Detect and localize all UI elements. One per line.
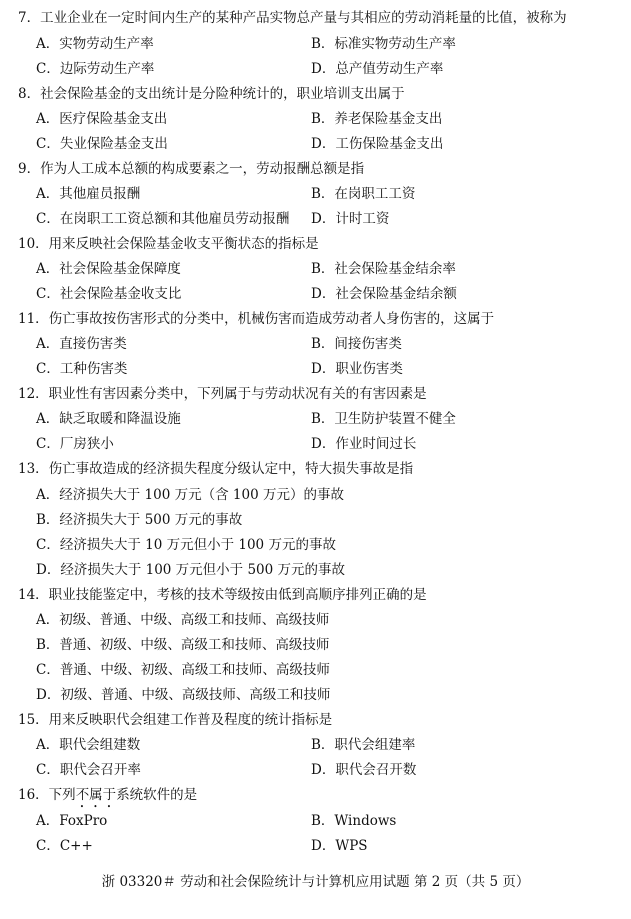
question-15-option-c: C．职代会召开率 [36, 762, 141, 778]
question-8-stem: 8．社会保险基金的支出统计是分险种统计的，职业培训支出属于 [18, 86, 405, 102]
question-7-option-c: C．边际劳动生产率 [36, 61, 155, 77]
question-10-stem: 10．用来反映社会保险基金收支平衡状态的指标是 [18, 236, 319, 252]
question-8-option-a: A．医疗保险基金支出 [36, 111, 168, 127]
question-7-option-d: D．总产值劳动生产率 [311, 61, 444, 77]
question-16-stem [18, 786, 618, 811]
question-14-stem: 14．职业技能鉴定中，考核的技术等级按由低到高顺序排列正确的是 [18, 587, 427, 603]
question-13-option-b: B．经济损失大于 500 万元的事故 [36, 512, 243, 528]
question-12-option-a: A．缺乏取暖和降温设施 [36, 411, 181, 427]
question-11-stem: 11．伤亡事故按伤害形式的分类中，机械伤害而造成劳动者人身伤害的，这属于 [18, 311, 495, 327]
question-10-option-c: C．社会保险基金收支比 [36, 286, 182, 302]
question-16-stem-suffix: 系统软件的是 [116, 787, 198, 803]
question-9-option-d: D．计时工资 [311, 211, 390, 227]
question-14-option-c: C．普通、中级、初级、高级工和技师、高级技师 [36, 662, 330, 678]
question-16-option-b: B．Windows [311, 813, 397, 829]
question-13-option-c: C．经济损失大于 10 万元但小于 100 万元的事故 [36, 537, 336, 553]
question-10-option-a: A．社会保险基金保障度 [36, 261, 181, 277]
page-footer: 浙 03320＃ 劳动和社会保险统计与计算机应用试题 第 2 页（共 5 页） [101, 874, 530, 890]
question-12-option-d: D．作业时间过长 [311, 436, 417, 452]
question-10-option-d: D．社会保险基金结余额 [311, 286, 457, 302]
question-16-stem-emphasis: 不属于 [75, 787, 117, 803]
question-11-option-c: C．工种伤害类 [36, 361, 128, 377]
question-11-option-b: B．间接伤害类 [311, 336, 402, 352]
question-15-stem: 15．用来反映职代会组建工作普及程度的统计指标是 [18, 712, 333, 728]
question-11-option-d: D．职业伤害类 [311, 361, 403, 377]
question-8-option-d: D．工伤保险基金支出 [311, 136, 444, 152]
question-8-option-c: C．失业保险基金支出 [36, 136, 168, 152]
question-12-option-c: C．厂房狭小 [36, 436, 114, 452]
question-9-option-b: B．在岗职工工资 [311, 186, 416, 202]
question-13-option-d: D．经济损失大于 100 万元但小于 500 万元的事故 [36, 562, 346, 578]
question-15-option-b: B．职代会组建率 [311, 737, 416, 753]
question-12-option-b: B．卫生防护装置不健全 [311, 411, 456, 427]
question-13-option-a: A．经济损失大于 100 万元（含 100 万元）的事故 [36, 487, 344, 503]
question-7-option-a: A．实物劳动生产率 [36, 36, 154, 52]
question-7-stem: 7．工业企业在一定时间内生产的某种产品实物总产量与其相应的劳动消耗量的比值，被称为 [18, 10, 567, 26]
question-15-option-a: A．职代会组建数 [36, 737, 141, 753]
question-14-option-d: D．初级、普通、中级、高级技师、高级工和技师 [36, 687, 331, 703]
question-10-option-b: B．社会保险基金结余率 [311, 261, 456, 277]
question-9-option-c: C．在岗职工工资总额和其他雇员劳动报酬 [36, 211, 290, 227]
question-16-stem-prefix: 16．下列 [18, 787, 76, 803]
question-9-option-a: A．其他雇员报酬 [36, 186, 141, 202]
question-15-option-d: D．职代会召开数 [311, 762, 417, 778]
question-16-option-a: A．FoxPro [36, 813, 108, 829]
question-13-stem: 13．伤亡事故造成的经济损失程度分级认定中，特大损失事故是指 [18, 461, 414, 477]
question-14-option-a: A．初级、普通、中级、高级工和技师、高级技师 [36, 612, 330, 628]
question-12-stem: 12．职业性有害因素分类中，下列属于与劳动状况有关的有害因素是 [18, 386, 427, 402]
question-14-option-b: B．普通、初级、中级、高级工和技师、高级技师 [36, 637, 330, 653]
question-7-option-b: B．标准实物劳动生产率 [311, 36, 456, 52]
question-9-stem: 9．作为人工成本总额的构成要素之一，劳动报酬总额是指 [18, 161, 365, 177]
question-16-option-c: C．C++ [36, 838, 93, 854]
question-11-option-a: A．直接伤害类 [36, 336, 127, 352]
question-8-option-b: B．养老保险基金支出 [311, 111, 443, 127]
question-16-option-d: D．WPS [311, 838, 368, 854]
